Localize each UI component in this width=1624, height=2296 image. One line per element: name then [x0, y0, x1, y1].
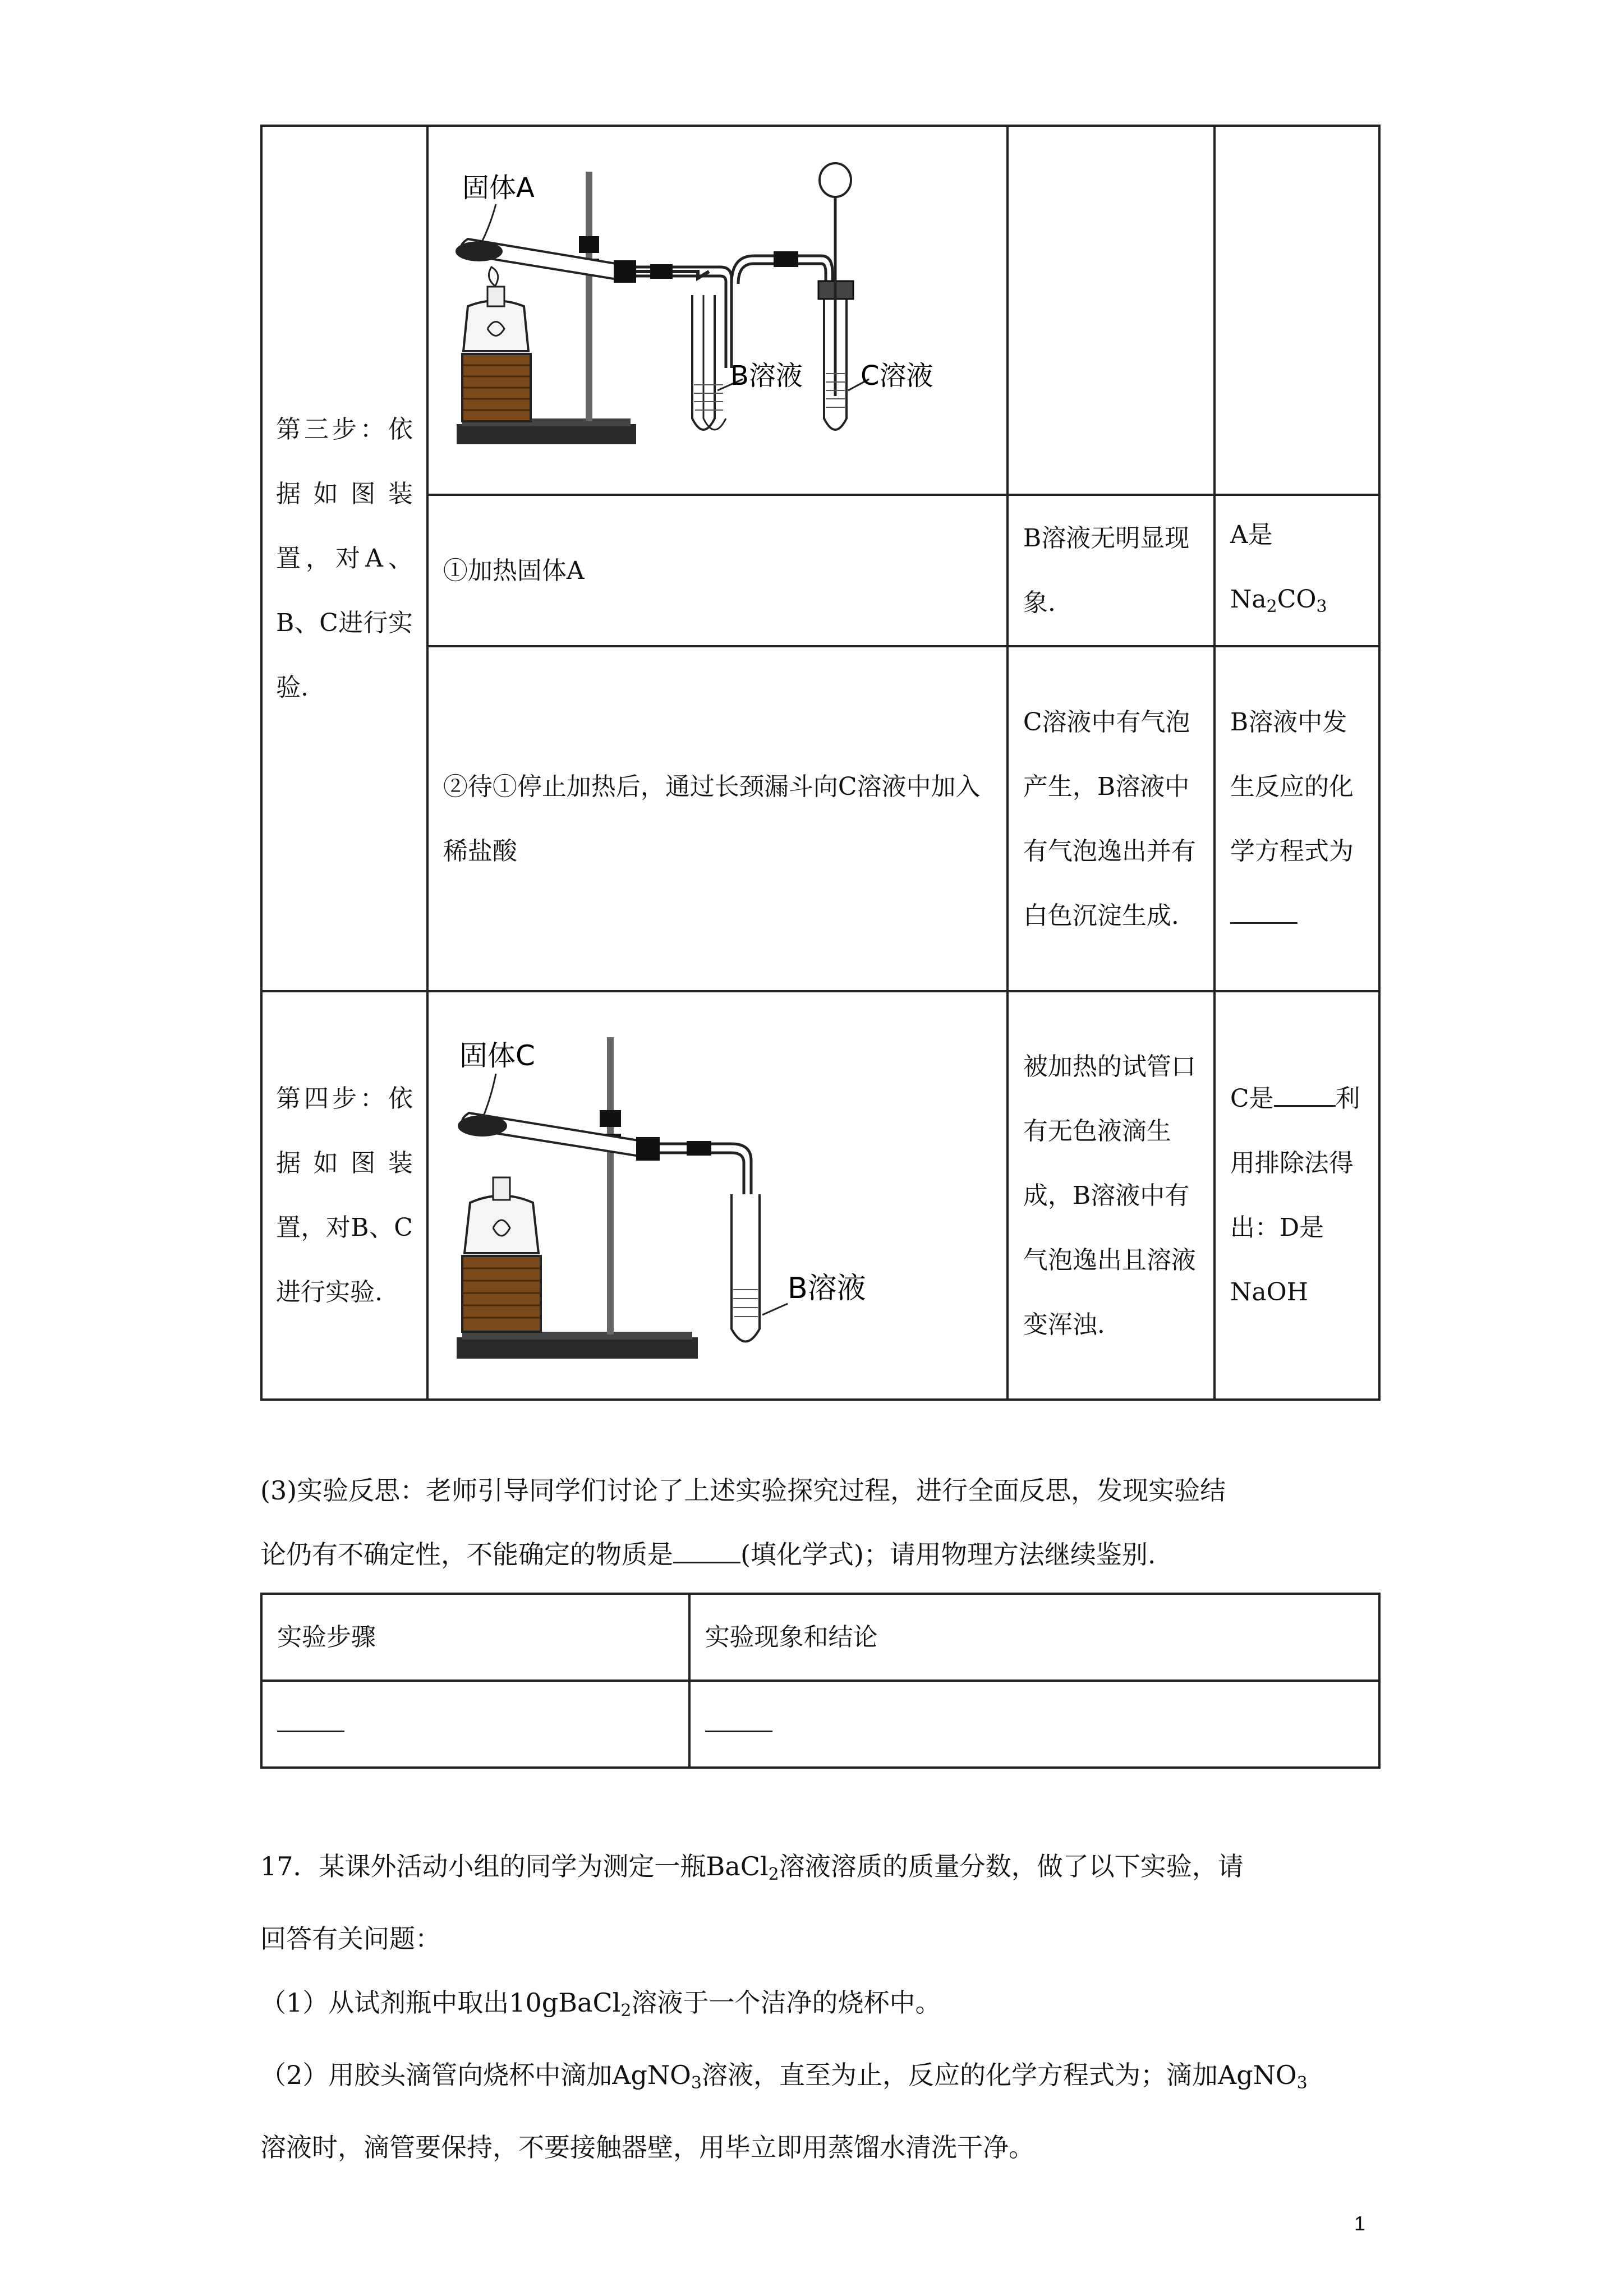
label-solid-a: 固体A	[462, 172, 535, 204]
figure1-empty-phen	[1007, 126, 1214, 495]
step4-label: 第四步：依据如图装置，对B、C进行实验.	[276, 1084, 413, 1306]
q17-line-4: （2）用胶头滴管向烧杯中滴加AgNO$_3$溶液，直至为止，反应的化学方程式为；滴加AgNO$_3$	[260, 2060, 1308, 2093]
figure2-cell	[427, 991, 1007, 1400]
step4-phenomenon-cell	[1007, 991, 1214, 1400]
q17-line-2: 回答有关问题：	[260, 1924, 441, 1954]
identification-table	[260, 1593, 1381, 1769]
page-number: 1	[1354, 2212, 1366, 2235]
answer-result-cell	[689, 1681, 1379, 1768]
reflection-line-1: (3)实验反思：老师引导同学们讨论了上述实验探究过程，进行全面反思，发现实验结	[260, 1475, 1226, 1506]
q17-line-3: （1）从试剂瓶中取出10gBaCl$_2$溶液于一个洁净的烧杯中。	[260, 1987, 941, 2021]
answer-blank-c[interactable]	[1274, 1105, 1336, 1107]
step3-label: 第三步：依据如图装置，对A、B、C进行实验.	[276, 415, 413, 702]
step4-cell	[261, 991, 427, 1400]
figure1-cell	[427, 126, 1007, 495]
label-b-solution: B溶液	[730, 360, 803, 392]
reflection-paragraph	[260, 1458, 1377, 1586]
answer-blank-formula[interactable]	[673, 1562, 740, 1563]
answer-blank-result[interactable]	[705, 1731, 772, 1732]
row1-conclusion: A是$Na_2CO_3$	[1230, 520, 1327, 616]
apparatus-figure-2	[429, 992, 1006, 1396]
figure1-empty-concl	[1214, 126, 1379, 495]
step4-conclusion-cell	[1214, 991, 1379, 1400]
row1-operation-cell	[427, 495, 1007, 646]
q17-line-1: 17．某课外活动小组的同学为测定一瓶BaCl$_2$溶液溶质的质量分数，做了以下实验，请	[260, 1851, 1244, 1884]
step4-phenomenon: 被加热的试管口有无色液滴生成，B溶液中有气泡逸出且溶液变浑浊.	[1023, 1052, 1196, 1339]
experiment-table	[260, 125, 1381, 1401]
header-result: 实验现象和结论	[689, 1594, 1379, 1681]
step3-cell	[261, 126, 427, 991]
row2-conclusion: B溶液中发生反应的化学方程式为	[1216, 690, 1378, 948]
row2-phenomenon-cell	[1007, 646, 1214, 991]
header-step: 实验步骤	[261, 1594, 689, 1681]
row1-phenomenon: B溶液无明显现象.	[1023, 524, 1190, 617]
answer-blank-step[interactable]	[277, 1731, 344, 1732]
answer-step-cell	[261, 1681, 689, 1768]
answer-blank[interactable]	[1230, 922, 1298, 924]
reflection-line-2: 论仍有不确定性，不能确定的物质是 (填化学式)；请用物理方法继续鉴别.	[260, 1539, 1156, 1570]
label-c-solution: C溶液	[860, 360, 933, 392]
question-17	[260, 1834, 1377, 2179]
row2-conclusion-cell	[1214, 646, 1379, 991]
row1-conclusion-cell	[1214, 495, 1379, 646]
row2-operation-cell	[427, 646, 1007, 991]
label-solid-c: 固体C	[459, 1039, 535, 1072]
row1-phenomenon-cell	[1007, 495, 1214, 646]
step4-conclusion: C是 利用排除法得出：D是NaOH	[1230, 1084, 1360, 1306]
row2-operation: ②待①停止加热后，通过长颈漏斗向C溶液中加入稀盐酸	[443, 772, 981, 866]
q17-line-5: 溶液时，滴管要保持，不要接触器壁，用毕立即用蒸馏水清洗干净。	[260, 2132, 1034, 2162]
row2-phenomenon: C溶液中有气泡产生，B溶液中有气泡逸出并有白色沉淀生成.	[1023, 707, 1196, 930]
row1-operation: ①加热固体A	[443, 556, 585, 585]
label-b-solution-2: B溶液	[787, 1272, 866, 1305]
apparatus-figure-1	[429, 127, 1006, 491]
